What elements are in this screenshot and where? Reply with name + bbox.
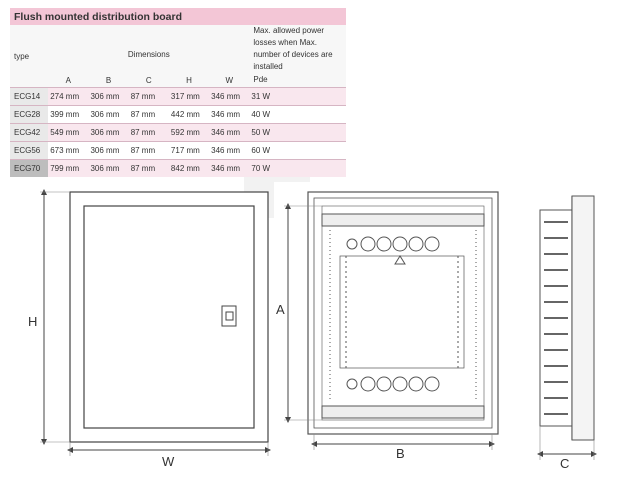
cell-w: 346 mm xyxy=(209,88,249,106)
cell-a: 549 mm xyxy=(48,124,88,142)
cell-b: 306 mm xyxy=(88,106,128,124)
cell-a: 399 mm xyxy=(48,106,88,124)
label-b: B xyxy=(396,446,405,461)
header-type: type xyxy=(10,25,48,88)
label-w: W xyxy=(162,454,175,469)
cell-type: ECG42 xyxy=(10,124,48,142)
cell-h: 717 mm xyxy=(169,142,209,160)
cell-b: 306 mm xyxy=(88,160,128,178)
cell-b: 306 mm xyxy=(88,124,128,142)
cell-type: ECG28 xyxy=(10,106,48,124)
header-losses: Max. allowed power losses when Max. number of devices are installed xyxy=(249,25,346,73)
cell-c: 87 mm xyxy=(129,142,169,160)
subheader-c: C xyxy=(129,73,169,88)
cell-pde: 70 W xyxy=(249,160,346,178)
cell-pde: 60 W xyxy=(249,142,346,160)
subheader-pde: Pde xyxy=(249,73,346,88)
cell-c: 87 mm xyxy=(129,124,169,142)
cell-h: 317 mm xyxy=(169,88,209,106)
header-dimensions: Dimensions xyxy=(48,25,249,73)
cell-w: 346 mm xyxy=(209,142,249,160)
cell-h: 442 mm xyxy=(169,106,209,124)
cell-b: 306 mm xyxy=(88,88,128,106)
cell-c: 87 mm xyxy=(129,106,169,124)
cell-h: 842 mm xyxy=(169,160,209,178)
cell-c: 87 mm xyxy=(129,88,169,106)
front-view xyxy=(40,192,268,456)
cell-w: 346 mm xyxy=(209,124,249,142)
label-h: H xyxy=(28,314,38,329)
cell-type: ECG56 xyxy=(10,142,48,160)
cell-a: 274 mm xyxy=(48,88,88,106)
side-view xyxy=(540,196,594,460)
cell-b: 306 mm xyxy=(88,142,128,160)
subheader-h: H xyxy=(169,73,209,88)
cell-w: 346 mm xyxy=(209,160,249,178)
cell-w: 346 mm xyxy=(209,106,249,124)
cell-h: 592 mm xyxy=(169,124,209,142)
table-title: Flush mounted distribution board xyxy=(10,8,346,25)
cell-a: 673 mm xyxy=(48,142,88,160)
cell-a: 799 mm xyxy=(48,160,88,178)
cell-pde: 31 W xyxy=(249,88,346,106)
cell-type: ECG70 xyxy=(10,160,48,178)
cell-pde: 50 W xyxy=(249,124,346,142)
label-a: A xyxy=(276,302,285,317)
cell-pde: 40 W xyxy=(249,106,346,124)
cell-c: 87 mm xyxy=(129,160,169,178)
label-c: C xyxy=(560,456,570,471)
cell-type: ECG14 xyxy=(10,88,48,106)
subheader-w: W xyxy=(209,73,249,88)
interior-view xyxy=(284,192,498,450)
subheader-b: B xyxy=(88,73,128,88)
subheader-a: A xyxy=(48,73,88,88)
